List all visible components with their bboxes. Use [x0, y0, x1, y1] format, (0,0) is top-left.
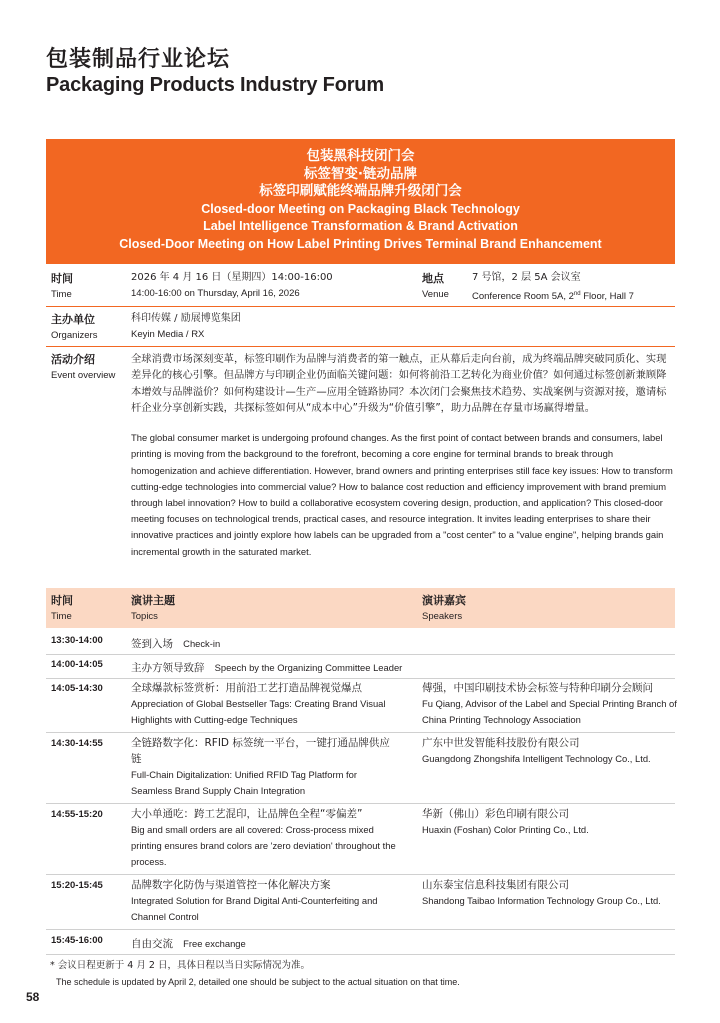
table-row — [46, 735, 675, 801]
organizers-label-en: Organizers — [51, 330, 98, 341]
agenda-topic-zh: 品牌数字化防伪与渠道管控一体化解决方案 — [131, 879, 331, 891]
divider — [46, 803, 675, 804]
agenda-speaker-zh: 广东中世发智能科技股份有限公司 — [422, 737, 580, 749]
agenda-topic-zh: 自由交流 — [131, 938, 173, 950]
table-row — [46, 877, 675, 927]
divider — [46, 346, 675, 347]
agenda-header-time-zh: 时间 — [51, 594, 73, 607]
agenda-time: 15:20-15:45 — [51, 880, 103, 891]
table-row — [46, 632, 675, 654]
agenda-topic-zh: 全链路数字化：RFID 标签统一平台，一键打通品牌供应链 — [131, 737, 390, 765]
agenda-topic-en: Big and small orders are all covered: Cross-process mixed printing ensures brand colors are 'zero deviation' throughout the process. — [131, 824, 396, 867]
venue-label-en: Venue — [422, 289, 449, 300]
banner-line-zh-3: 标签印刷赋能终端品牌升级闭门会 — [259, 183, 462, 199]
divider — [46, 678, 675, 679]
agenda-time: 14:00-14:05 — [51, 659, 103, 670]
agenda-speaker-zh: 傅强，中国印刷技术协会标签与特种印刷分会顾问 — [422, 682, 653, 694]
table-row — [46, 932, 675, 954]
overview-label-zh: 活动介绍 — [51, 353, 95, 366]
divider — [46, 954, 675, 955]
agenda-topic-en: Speech by the Organizing Committee Leader — [214, 662, 403, 673]
footnote-en: The schedule is updated by April 2, detailed one should be subject to the actual situation on that time. — [56, 977, 460, 987]
agenda-topic-en: Integrated Solution for Brand Digital Anti-Counterfeiting and Channel Control — [131, 895, 378, 922]
agenda-time: 14:30-14:55 — [51, 738, 103, 749]
info-overview-row — [46, 350, 675, 586]
info-organizers-row — [46, 310, 675, 344]
overview-text-en: The global consumer market is undergoing profound changes. As the first point of contact between brands and consumers, label printing is moving from the background to the forefront, becoming a core engine for terminal brands to break through homogenization and achieve differentiation. However, brand owners and printing enterprises still face key issues: How to transform cutting-edge technologies into commercial value? How to balance cost reduction and efficiency improvement with brand premium through label innovation? How to build a collaborative ecosystem covering design, production, and application? This closed-door meeting focuses on technological trends, practical cases, and resource integration. It invites leading enterprises to share their innovative practices and jointly explore how labels can be upgraded from a "cost center" to a "value engine", helping brands gain incremental growth in the saturated market. — [131, 432, 673, 557]
organizers-value-en: Keyin Media / RX — [131, 329, 205, 340]
divider — [46, 732, 675, 733]
table-row — [46, 806, 675, 872]
venue-value-en: Conference Room 5A, 2nd Floor, Hall 7 — [472, 291, 634, 303]
banner-line-en-1: Closed-door Meeting on Packaging Black Technology — [201, 201, 520, 216]
agenda-topic-en: Full-Chain Digitalization: Unified RFID Tag Platform for Seamless Brand Supply Chain Integration — [131, 769, 357, 796]
info-time-row — [46, 268, 675, 304]
table-row — [46, 680, 675, 732]
page-title-en: Packaging Products Industry Forum — [46, 74, 384, 96]
agenda-speaker-en: Huaxin (Foshan) Color Printing Co., Ltd. — [422, 824, 589, 835]
page-title-zh: 包装制品行业论坛 — [46, 47, 231, 72]
event-banner — [46, 139, 675, 264]
agenda-header-time-en: Time — [51, 611, 72, 622]
agenda-topic-en: Appreciation of Global Bestseller Tags: Creating Brand Visual Highlights with Cutting-edge Techniques — [131, 698, 386, 725]
overview-label-en: Event overview — [51, 370, 116, 381]
venue-value-zh: 7 号馆，2 层 5A 会议室 — [472, 272, 581, 283]
table-row — [46, 656, 675, 678]
time-label-zh: 时间 — [51, 272, 73, 285]
footnote — [50, 958, 460, 990]
agenda-topic-en: Free exchange — [183, 938, 246, 949]
venue-label-zh: 地点 — [422, 272, 444, 285]
agenda-time: 14:05-14:30 — [51, 683, 103, 694]
divider — [46, 874, 675, 875]
banner-line-en-3: Closed-Door Meeting on How Label Printing Drives Terminal Brand Enhancement — [119, 236, 602, 251]
banner-line-zh-2: 标签智变·链动品牌 — [303, 165, 418, 182]
divider — [46, 929, 675, 930]
agenda-time: 15:45-16:00 — [51, 935, 103, 946]
footnote-zh: * 会议日程更新于 4 月 2 日，具体日程以当日实际情况为准。 — [50, 960, 310, 971]
agenda-speaker-en: Fu Qiang, Advisor of the Label and Special Printing Branch of China Printing Technology Association — [422, 698, 677, 725]
agenda-speaker-en: Shandong Taibao Information Technology Group Co., Ltd. — [422, 895, 661, 906]
divider — [46, 654, 675, 655]
overview-text-zh: 全球消费市场深刻变革，标签印刷作为品牌与消费者的第一触点，正从幕后走向台前，成为终端品牌突破同质化、实现差异化的核心引擎。但品牌方与印刷企业仍面临关键问题：如何将前沿工艺转化为商业价值？如何通过标签创新兼顾降本增效与品牌溢价？如何构建设计—生产—应用全链路协同？本次闭门会聚焦技术趋势、实战案例与资源对接，邀请标杆企业分享创新实践，共探标签如何从“成本中心”升级为“价值引擎”，助力品牌在存量市场赢得增量。 — [131, 353, 667, 414]
agenda-topic-zh: 全球爆款标签赏析：用前沿工艺打造品牌视觉爆点 — [131, 682, 362, 694]
banner-line-en-2: Label Intelligence Transformation & Brand Activation — [203, 219, 518, 233]
organizers-label-zh: 主办单位 — [51, 313, 95, 326]
organizers-value-zh: 科印传媒 / 励展博览集团 — [131, 313, 241, 324]
agenda-speaker-en: Guangdong Zhongshifa Intelligent Technology Co., Ltd. — [422, 753, 651, 764]
banner-line-zh-1: 包装黑科技闭门会 — [306, 148, 415, 164]
agenda-header-speaker-zh: 演讲嘉宾 — [422, 594, 466, 607]
agenda-header-topic-en: Topics — [131, 611, 158, 622]
agenda-header-speaker-en: Speakers — [422, 611, 463, 622]
time-value-en: 14:00-16:00 on Thursday, April 16, 2026 — [131, 288, 300, 299]
agenda-topic-zh: 大小单通吃：跨工艺混印，让品牌色全程“零偏差” — [131, 808, 363, 820]
agenda-topic-en: Check-in — [183, 638, 221, 649]
agenda-speaker-zh: 华新（佛山）彩色印刷有限公司 — [422, 808, 569, 820]
time-value-zh: 2026 年 4 月 16 日（星期四）14:00-16:00 — [131, 272, 333, 283]
agenda-header-topic-zh: 演讲主题 — [131, 594, 175, 607]
agenda-time: 13:30-14:00 — [51, 635, 103, 646]
time-label-en: Time — [51, 289, 72, 300]
agenda-topic-zh: 签到入场 — [131, 638, 173, 650]
agenda-header — [46, 588, 675, 628]
agenda-speaker-zh: 山东泰宝信息科技集团有限公司 — [422, 879, 569, 891]
agenda-topic-zh: 主办方领导致辞 — [131, 662, 205, 674]
agenda-time: 14:55-15:20 — [51, 809, 103, 820]
divider — [46, 306, 675, 307]
page-number: 58 — [26, 990, 40, 1004]
